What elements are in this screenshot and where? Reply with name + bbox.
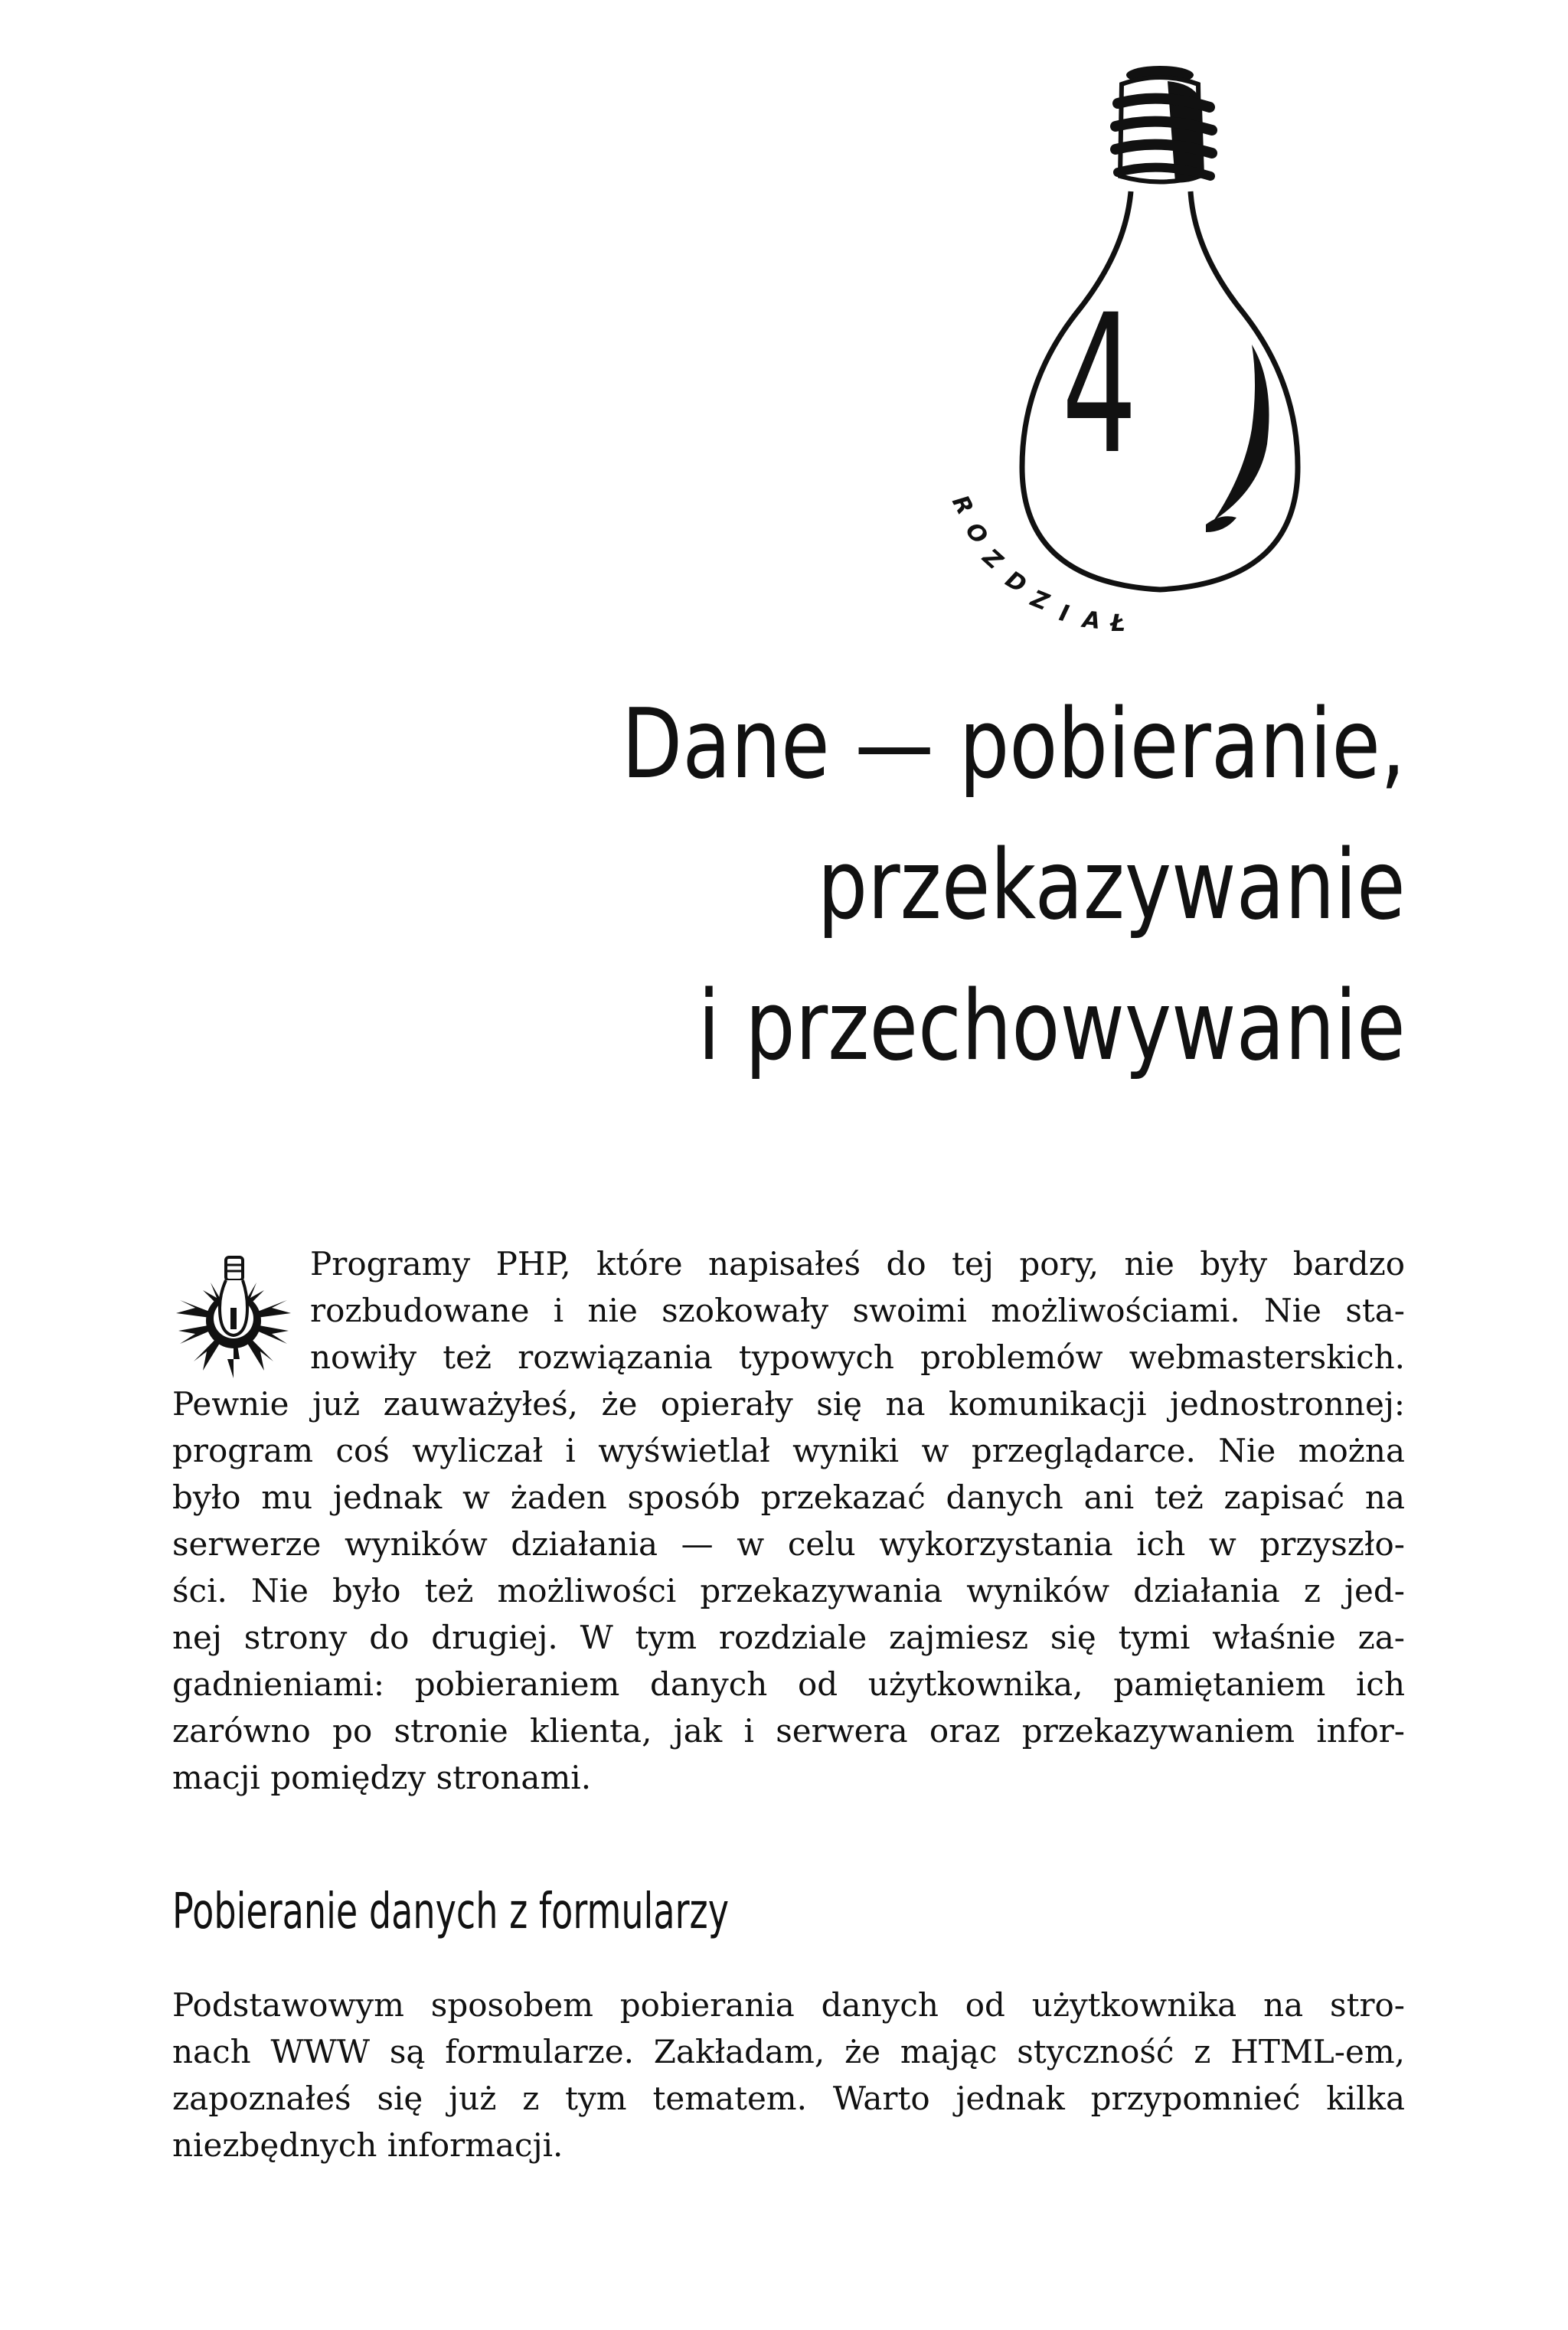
text-line: Pewnie już zauważyłeś, że opierały się na komunikacji jednostronnej: xyxy=(172,1385,1405,1423)
chapter-title xyxy=(622,674,1406,1096)
chapter-label-letter: I xyxy=(1057,600,1072,628)
intro-paragraph xyxy=(172,1381,1405,1801)
text-line: niezbędnych informacji. xyxy=(172,2126,564,2164)
section-paragraph xyxy=(172,1982,1405,2168)
text-line: Programy PHP, które napisałeś do tej pory, nie były bardzo xyxy=(310,1245,1405,1283)
chapter-label-letter: A xyxy=(1081,606,1102,636)
chapter-label-letter: Ł xyxy=(1110,610,1125,637)
text-line: ści. Nie było też możliwości przekazywania wyników działania z jed- xyxy=(172,1572,1405,1609)
chapter-label-letter: O xyxy=(959,517,993,550)
text-line: program coś wyliczał i wyświetlał wyniki w przeglądarce. Nie można xyxy=(172,1432,1405,1469)
text-line: Podstawowym sposobem pobierania danych od użytkownika na stro- xyxy=(172,1986,1405,2024)
chapter-title-line: przekazywanie xyxy=(817,828,1406,941)
intro-paragraph-wrapped xyxy=(310,1240,1405,1381)
chapter-label-letter: Z xyxy=(977,544,1008,575)
section-heading: Pobieranie danych z formularzy xyxy=(172,1884,729,1940)
lightbulb-burst-icon xyxy=(172,1248,295,1378)
text-line: rozbudowane i nie szokowały swoimi możliwościami. Nie sta- xyxy=(310,1292,1405,1329)
text-line: zapoznałeś się już z tym tematem. Warto jednak przypomnieć kilka xyxy=(172,2080,1405,2117)
chapter-label-letter: D xyxy=(1000,566,1031,600)
text-line: nej strony do drugiej. W tym rozdziale zajmiesz się tymi właśnie za- xyxy=(172,1619,1405,1656)
text-line: serwerze wyników działania — w celu wykorzystania ich w przyszło- xyxy=(172,1525,1405,1563)
chapter-title-line: Dane — pobieranie, xyxy=(622,688,1406,800)
text-line: nowiły też rozwiązania typowych problemów webmasterskich. xyxy=(310,1338,1405,1376)
text-line: było mu jednak w żaden sposób przekazać danych ani też zapisać na xyxy=(172,1479,1405,1516)
text-line: gadnieniami: pobieraniem danych od użytkownika, pamiętaniem ich xyxy=(172,1665,1405,1703)
text-line: macji pomiędzy stronami. xyxy=(172,1759,592,1796)
chapter-number: 4 xyxy=(1061,273,1138,496)
text-line: zarówno po stronie klienta, jak i serwera oraz przekazywaniem infor- xyxy=(172,1712,1405,1750)
chapter-label-letter: Z xyxy=(1027,585,1053,616)
chapter-title-line: i przechowywanie xyxy=(697,969,1406,1082)
text-line: nach WWW są formularze. Zakładam, że mając styczność z HTML-em, xyxy=(172,2033,1405,2070)
chapter-label-letter: R xyxy=(946,491,978,520)
